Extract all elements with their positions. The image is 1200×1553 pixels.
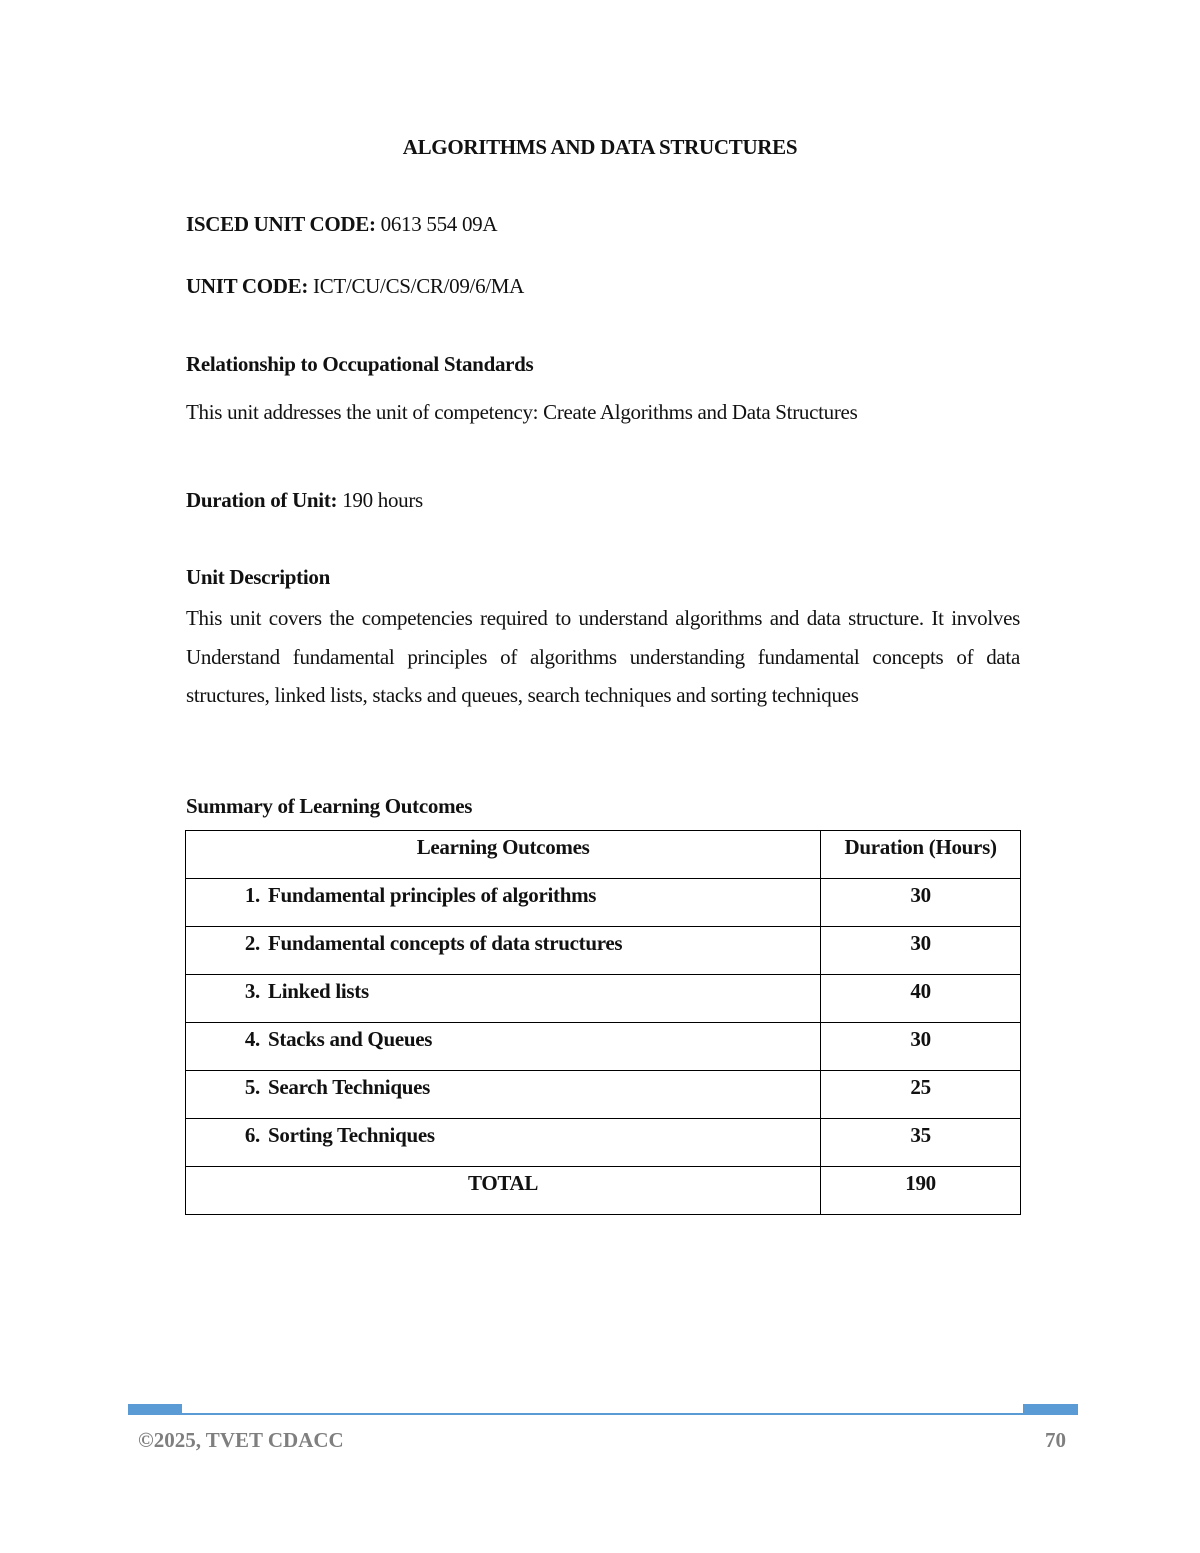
table-row [186,1023,1021,1071]
summary-heading: Summary of Learning Outcomes [186,794,473,818]
description-heading: Unit Description [186,565,330,589]
unit-duration [186,488,423,513]
unit-code-label: UNIT CODE: [186,274,309,298]
outcome-name: Sorting Techniques [268,1123,435,1147]
table-header-row [186,831,1021,879]
isced-unit-code [186,212,497,237]
column-header-duration: Duration (Hours) [821,831,1021,879]
outcome-cell [186,879,821,927]
relationship-text: This unit addresses the unit of competency: Create Algorithms and Data Structures [186,400,858,424]
total-hours: 190 [821,1167,1021,1215]
outcome-number: 1. [244,883,260,907]
outcome-hours: 40 [821,975,1021,1023]
outcome-name: Search Techniques [268,1075,430,1099]
outcome-hours: 30 [821,927,1021,975]
outcome-cell [186,927,821,975]
outcome-name: Fundamental principles of algorithms [268,883,597,907]
description-text: This unit covers the competencies required to understand algorithms and data structure. It involves Understand fundamental principles of algorithms understanding fundamental concepts of data structures, linked lists, stacks and queues, search techniques and sorting techniques [186,606,1020,707]
outcome-number: 2. [244,931,260,955]
footer-copyright: ©2025, TVET CDACC [138,1428,344,1452]
outcome-number: 6. [244,1123,260,1147]
outcome-cell [186,1023,821,1071]
duration-value: 190 hours [342,488,423,512]
outcome-number: 5. [244,1075,260,1099]
learning-outcomes-table [185,830,1021,1215]
table-row [186,879,1021,927]
outcome-name: Linked lists [268,979,369,1003]
outcome-name: Stacks and Queues [268,1027,433,1051]
outcome-hours: 35 [821,1119,1021,1167]
table-row [186,1119,1021,1167]
isced-value: 0613 554 09A [380,212,498,236]
table-row [186,975,1021,1023]
outcome-cell [186,1071,821,1119]
table-row [186,927,1021,975]
footer-rule [128,1413,1078,1415]
outcome-hours: 25 [821,1071,1021,1119]
duration-label: Duration of Unit: [186,488,338,512]
outcome-cell [186,1119,821,1167]
page-number: 70 [1045,1428,1066,1452]
total-label: TOTAL [186,1167,821,1215]
outcome-cell [186,975,821,1023]
page-title: ALGORITHMS AND DATA STRUCTURES [402,135,798,159]
outcome-hours: 30 [821,879,1021,927]
column-header-outcomes: Learning Outcomes [186,831,821,879]
isced-label: ISCED UNIT CODE: [186,212,376,236]
unit-code [186,274,524,299]
outcome-name: Fundamental concepts of data structures [268,931,623,955]
table-row [186,1071,1021,1119]
relationship-heading: Relationship to Occupational Standards [186,352,534,376]
outcome-number: 3. [244,979,260,1003]
total-row [186,1167,1021,1215]
outcome-number: 4. [244,1027,260,1051]
unit-code-value: ICT/CU/CS/CR/09/6/MA [313,274,525,298]
outcome-hours: 30 [821,1023,1021,1071]
